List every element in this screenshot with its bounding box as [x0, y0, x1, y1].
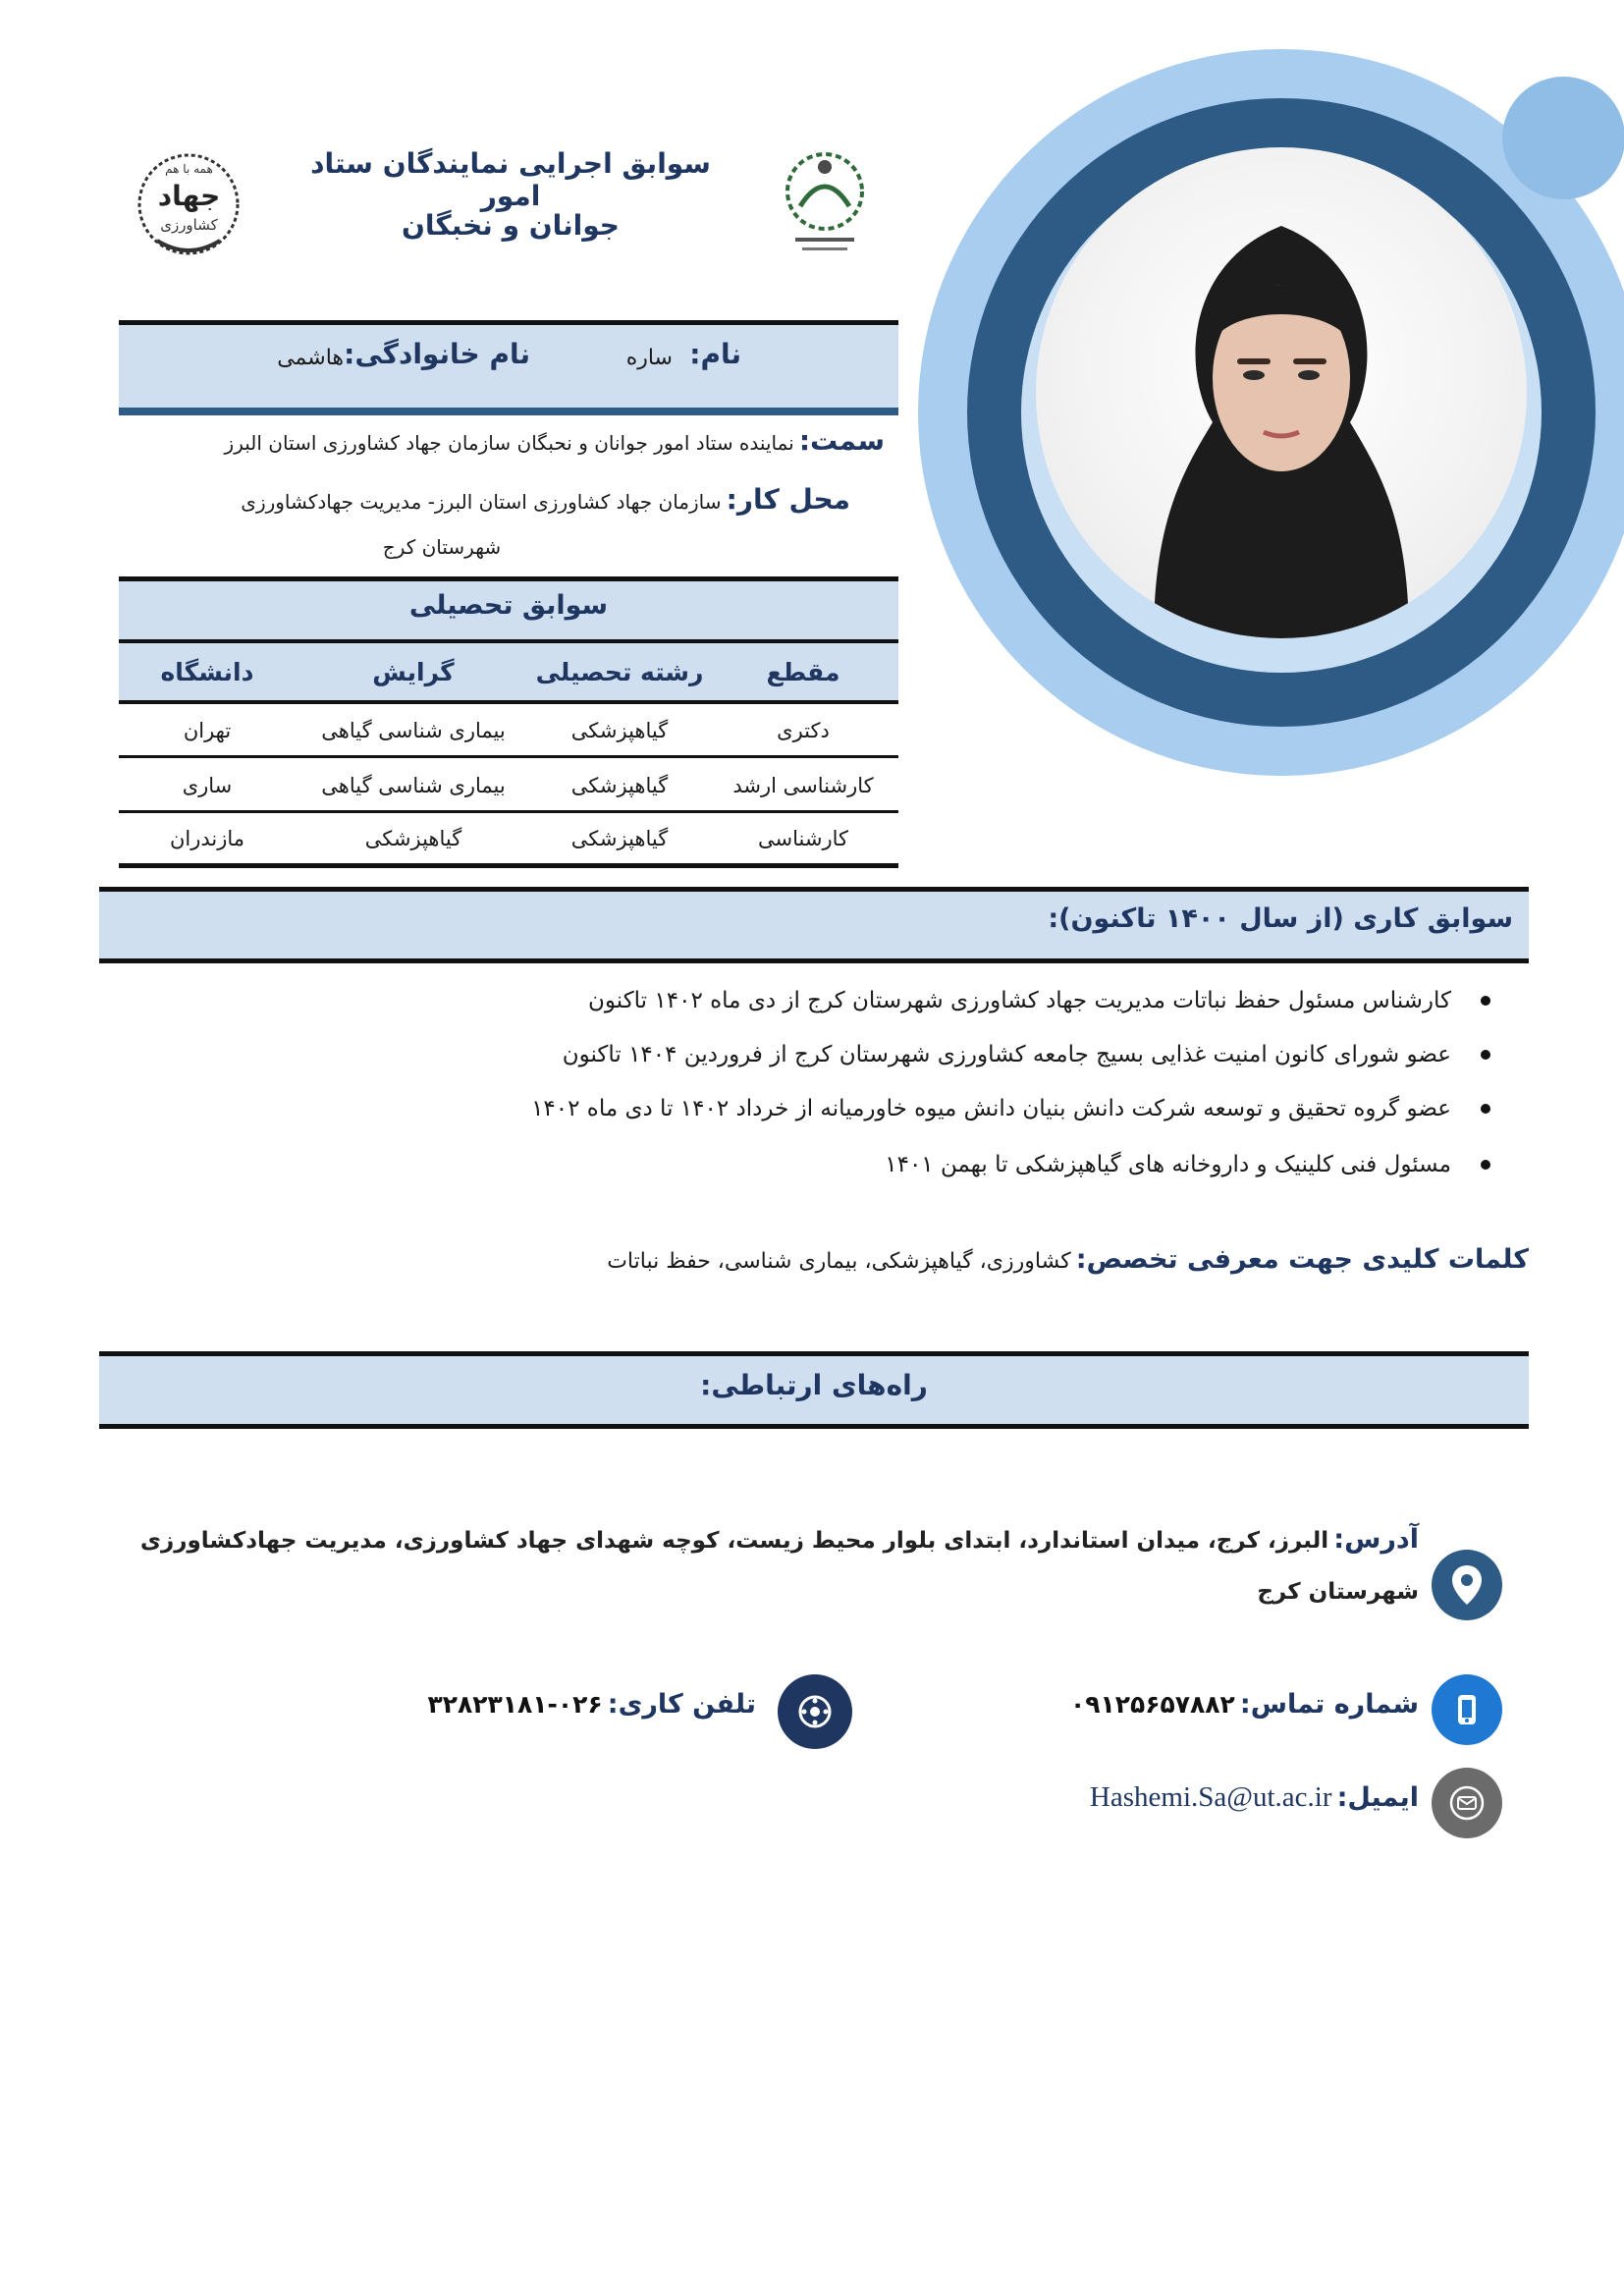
work-phone-label: تلفن کاری: [607, 1689, 756, 1720]
university-cell: ساری [182, 774, 233, 797]
specialty-cell: گیاهپزشکی [364, 827, 462, 850]
education-title: سوابق تحصیلی [408, 590, 609, 621]
bullet-icon [1481, 1160, 1490, 1170]
work-title: سوابق کاری (از سال ۱۴۰۰ تاکنون): [1048, 903, 1513, 934]
last-name-value: هاشمی [277, 346, 344, 370]
table-bottom-line [119, 863, 898, 868]
position-value: نماینده ستاد امور جوانان و نحبگان سازمان جهاد کشاورزی استان البرز [224, 431, 794, 455]
work-phone-row [373, 1689, 756, 1720]
list-item [588, 981, 1451, 1020]
degree-cell: دکتری [777, 719, 830, 742]
field-cell: گیاهپزشکی [570, 719, 669, 742]
first-name-label: نام: [689, 338, 741, 370]
last-name-label: نام خانوادگی: [344, 338, 530, 370]
position-label: سمت: [798, 424, 885, 457]
work-item-text: عضو شورای کانون امنیت غذایی بسیج جامعه کشاورزی شهرستان کرج از فروردین ۱۴۰۴ تاکنون [562, 1042, 1451, 1067]
specialty-cell: بیماری شناسی گیاهی [321, 774, 506, 797]
degree-cell: کارشناسی [758, 827, 848, 850]
university-cell: مازندران [169, 827, 245, 850]
header-university: دانشگاه [160, 658, 254, 686]
email-row [943, 1781, 1419, 1814]
position-row [119, 424, 885, 473]
phone-value: ۰۹۱۲۵۶۵۷۸۸۲ [1069, 1690, 1235, 1719]
bullet-icon [1481, 1050, 1490, 1060]
list-item [531, 1089, 1451, 1128]
work-phone-value: ۰۲۶-۳۲۸۲۳۱۸۱ [427, 1690, 603, 1719]
work-item-text: مسئول فنی کلینیک و داروخانه های گیاهپزشکی تا بهمن ۱۴۰۱ [885, 1152, 1451, 1177]
bullet-icon [1481, 996, 1490, 1006]
specialty-cell: بیماری شناسی گیاهی [321, 719, 506, 742]
work-item-text: عضو گروه تحقیق و توسعه شرکت دانش بنیان دانش میوه خاورمیانه از خرداد ۱۴۰۲ تا دی ماه ۱۴۰۲ [531, 1096, 1451, 1121]
location-pin-icon [1432, 1550, 1502, 1620]
address-line1: البرز، کرج، میدان استاندارد، ابتدای بلوار محیط زیست، کوچه شهدای جهاد کشاورزی، مدیریت جهادکشاورزی [139, 1528, 1329, 1554]
workplace-label: محل کار: [726, 483, 850, 516]
name-row [119, 334, 898, 393]
telephone-dial-icon [778, 1674, 852, 1749]
phone-label: شماره تماس: [1239, 1689, 1419, 1720]
table-row [119, 758, 898, 813]
address-label: آدرس: [1333, 1524, 1419, 1555]
jahad-keshavarzi-logo [128, 147, 250, 260]
profile-photo [1036, 147, 1527, 638]
person-silhouette-icon [1036, 147, 1527, 638]
left-logo-sub-text: کشاورزی [160, 216, 218, 234]
header-field: رشته تحصیلی [535, 658, 704, 686]
first-name-value: ساره [625, 346, 673, 370]
left-logo-top-text: همه با هم [165, 162, 213, 176]
keywords-value: کشاورزی، گیاهپزشکی، بیماری شناسی، حفظ نباتات [607, 1249, 1071, 1274]
keywords-row [99, 1244, 1529, 1275]
phone-icon [1432, 1674, 1502, 1745]
work-item-text: کارشناس مسئول حفظ نباتات مدیریت جهاد کشاورزی شهرستان کرج از دی ماه ۱۴۰۲ تاکنون [588, 988, 1451, 1013]
email-label: ایمیل: [1336, 1782, 1419, 1813]
photo-small-circle-blue [1502, 77, 1624, 199]
bullet-icon [1481, 1104, 1490, 1114]
field-cell: گیاهپزشکی [570, 827, 669, 850]
list-item [885, 1145, 1451, 1184]
page-title-line1: سوابق اجرایی نمایندگان ستاد امور [310, 147, 711, 212]
field-cell: گیاهپزشکی [570, 774, 669, 797]
degree-cell: کارشناسی ارشد [732, 774, 874, 797]
workplace-value-line1: سازمان جهاد کشاورزی استان البرز- مدیریت جهادکشاورزی [241, 490, 722, 514]
university-cell: تهران [183, 719, 232, 742]
table-row [119, 703, 898, 758]
workplace-row [119, 483, 850, 532]
header-specialty: گرایش [372, 658, 455, 686]
table-row [119, 811, 898, 866]
contact-title: راه‌های ارتباطی: [700, 1369, 928, 1401]
workplace-value-line2: شهرستان کرج [382, 535, 502, 559]
address-row [113, 1512, 1419, 1570]
email-icon [1432, 1768, 1502, 1838]
address-line2: شهرستان کرج [1257, 1579, 1419, 1605]
page-title-line2: جوانان و نخبگان [402, 209, 620, 242]
list-item [563, 1035, 1451, 1074]
phone-row [982, 1689, 1419, 1720]
email-value[interactable]: Hashemi.Sa@ut.ac.ir [1089, 1781, 1332, 1813]
keywords-label: کلمات کلیدی جهت معرفی تخصص: [1075, 1244, 1529, 1275]
education-header-cells [119, 645, 898, 700]
ministry-youth-logo-icon [771, 147, 879, 265]
header-degree: مقطع [766, 658, 840, 686]
left-logo-main-text: جهاد [157, 180, 221, 212]
